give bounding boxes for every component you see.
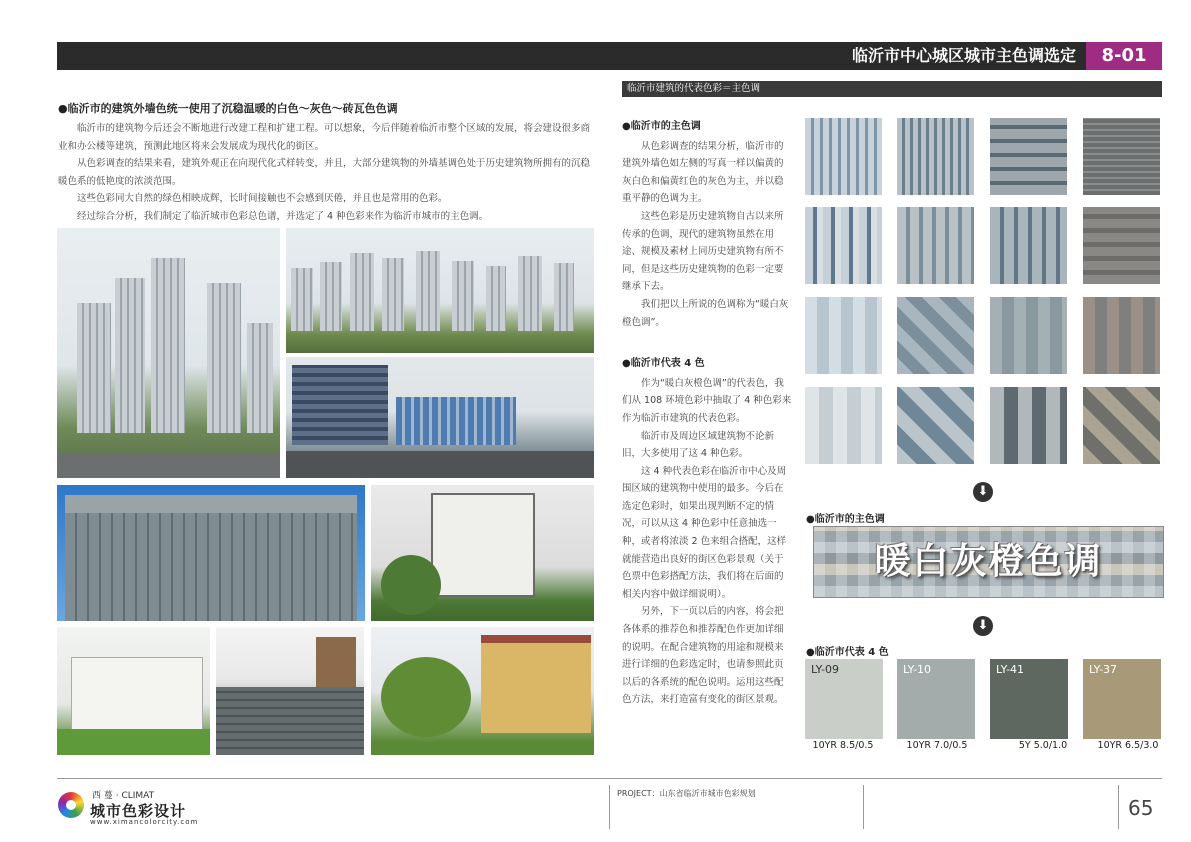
main-tone-text-column <box>622 118 792 709</box>
main-tone-label: ●临沂市的主色调 <box>806 514 885 525</box>
project-label: PROJECT：山东省临沂市城市色彩规划 <box>617 789 756 798</box>
color-code: LY-10 <box>903 663 932 676</box>
facade-swatch <box>990 297 1067 374</box>
logo-tagline: 西 蔓 · CLIMAT <box>92 791 155 801</box>
left-body-text <box>58 120 593 226</box>
photo-villa-with-trees <box>371 485 594 621</box>
photo-white-terrace-houses <box>57 627 210 755</box>
paragraph: 这 4 种代表色彩在临沂市中心及周围区域的建筑物中使用的最多。今后在选定色彩时，如果出现判断不定的情况，可以从这 4 种色彩中任意抽选一种，或者将浓淡 2 色来组合搭配，这样就能营造出良好的街区色彩景观（关于色票中色彩搭配方法，我们将在后面的相关内容中做详细说明）。 <box>622 465 787 600</box>
paragraph: 作为“暖白灰橙色调”的代表色，我们从 108 环境色彩中抽取了 4 种色彩来作为临沂市建筑的代表色彩。 <box>622 377 792 424</box>
facade-swatch <box>805 297 882 374</box>
footer-divider <box>1118 785 1119 829</box>
four-colors-label: ●临沂市代表 4 色 <box>806 647 889 658</box>
photo-modern-office-building <box>286 357 594 478</box>
main-tone-name: 暖白灰橙色调 <box>874 541 1103 582</box>
section-code-badge: 8-01 <box>1086 42 1162 70</box>
photo-historic-brick-gate <box>216 627 364 755</box>
footer-divider <box>609 785 610 829</box>
paragraph: 我们把以上所说的色调称为“暖白灰橙色调”。 <box>622 298 789 328</box>
photo-residential-skyline <box>286 228 594 353</box>
color-card-ly-10 <box>897 659 975 739</box>
munsell-value: 10YR 8.5/0.5 <box>812 740 874 751</box>
left-paragraph: 这些色彩同大自然的绿色相映成辉，长时间接触也不会感到厌倦，并且也是常用的色彩。 <box>77 193 448 205</box>
color-code: LY-09 <box>811 663 840 676</box>
color-code: LY-41 <box>996 663 1025 676</box>
facade-swatch <box>897 118 974 195</box>
color-wheel-logo <box>58 792 84 818</box>
logo-name: 城市色彩设计 <box>90 802 187 820</box>
photo-tiled-facade-building <box>57 485 365 621</box>
facade-swatch <box>990 118 1067 195</box>
facade-swatch <box>897 387 974 464</box>
footer-divider <box>57 778 1162 779</box>
facade-swatch <box>1083 387 1160 464</box>
munsell-value: 10YR 7.0/0.5 <box>906 740 968 751</box>
paragraph: 另外，下一页以后的内容，将会把各体系的推荐色和推荐配色作更加详细的说明。在配合建筑物的用途和规模来进行详细的色彩选定时，也请参照此页以后的各系统的配色说明。运用这些配色方法，来打造富有变化的街区景观。 <box>622 606 784 706</box>
arrow-down-icon: ⬇ <box>973 616 993 636</box>
facade-swatch <box>1083 297 1160 374</box>
arrow-down-icon: ⬇ <box>973 482 993 502</box>
left-heading: ●临沂市的建筑外墙色统一使用了沉稳温暖的白色～灰色～砖瓦色色调 <box>58 102 398 115</box>
color-code: LY-37 <box>1089 663 1118 676</box>
facade-swatch <box>1083 118 1160 195</box>
left-paragraph: 经过综合分析，我们制定了临沂城市色彩总色谱，并选定了 4 种色彩来作为临沂市城市的主色调。 <box>77 210 489 222</box>
page-number: 65 <box>1128 796 1154 820</box>
photo-yellow-villa-garden <box>371 627 594 755</box>
munsell-value: 10YR 6.5/3.0 <box>1097 740 1159 751</box>
main-tone-banner <box>813 526 1164 598</box>
facade-swatch <box>805 387 882 464</box>
munsell-value: 5Y 5.0/1.0 <box>1018 740 1068 751</box>
section-band-title: 临沂市建筑的代表色彩＝主色调 <box>627 83 761 94</box>
header-bar <box>57 42 1162 70</box>
section-heading: ●临沂市代表 4 色 <box>622 358 705 370</box>
paragraph: 从色彩调查的结果分析，临沂市的建筑外墙色如左侧的写真一样以偏黄的灰白色和偏黄红色的灰色为主，并以稳重平静的色调为主。 <box>622 140 784 205</box>
facade-swatch <box>805 207 882 284</box>
left-paragraph: 从色彩调查的结果来看，建筑外观正在向现代化式样转变，并且，大部分建筑物的外墙基调色处于历史建筑物所拥有的沉稳暖色系的低艳度的浓淡范围。 <box>58 158 591 187</box>
left-paragraph: 临沂市的建筑物今后还会不断地进行改建工程和扩建工程。可以想象，今后伴随着临沂市整个区域的发展，将会建设很多商业和办公楼等建筑，预测此地区将来会发展成为现代化的街区。 <box>58 123 591 152</box>
paragraph: 临沂市及周边区域建筑物不论新旧，大多使用了这 4 种色彩。 <box>622 430 775 460</box>
facade-swatch <box>805 118 882 195</box>
facade-swatch <box>897 297 974 374</box>
page-title: 临沂市中心城区城市主色调选定 <box>851 46 1076 65</box>
footer-divider <box>863 785 864 829</box>
facade-swatch <box>897 207 974 284</box>
facade-swatch <box>990 387 1067 464</box>
facade-swatch <box>1083 207 1160 284</box>
color-card-ly-41 <box>990 659 1068 739</box>
photo-highrise-towers <box>57 228 280 478</box>
color-card-ly-37 <box>1083 659 1161 739</box>
color-card-ly-09 <box>805 659 883 739</box>
section-heading: ●临沂市的主色调 <box>622 121 701 132</box>
facade-swatch <box>990 207 1067 284</box>
paragraph: 这些色彩是历史建筑物自古以来所传承的色调，现代的建筑物虽然在用途、规模及素材上同历史建筑物有所不同，但是这些历史建筑物的色彩一定要继承下去。 <box>622 210 784 293</box>
logo-url: www.ximancolorcity.com <box>90 818 199 826</box>
